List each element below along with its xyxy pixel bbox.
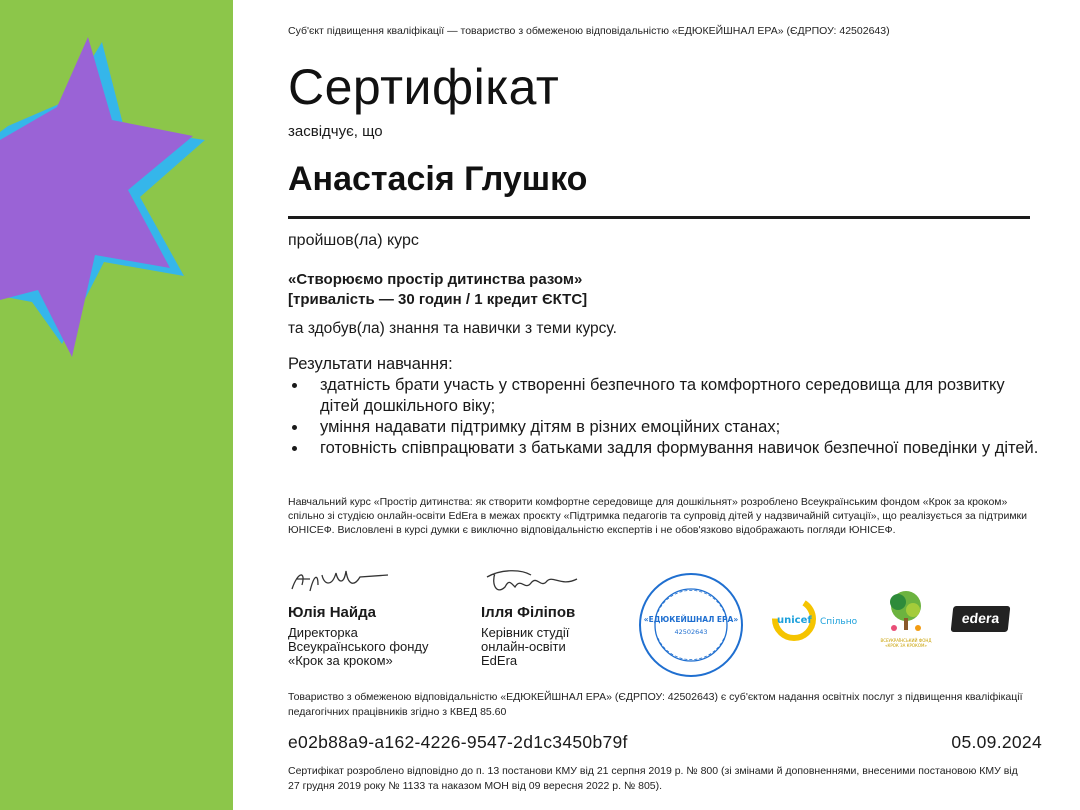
svg-text:Спільно: Спільно	[820, 617, 858, 627]
stamp-icon	[638, 572, 744, 678]
legal-text: Товариство з обмеженою відповідальністю «ЕДЮКЕЙШНАЛ ЕРА» (ЄДРПОУ: 42502643) є суб'єктом надання освітніх послуг з підвищення кваліфікації педагогічних працівників згідно з КВЕД 85.60	[288, 691, 1023, 718]
result-item: • уміння надавати підтримку дітям в різних емоційних станах;	[308, 417, 1048, 438]
issue-date: 05.09.2024	[951, 732, 1042, 752]
recipient-name: Анастасія Глушко	[288, 160, 588, 198]
unicef-logo-icon	[772, 597, 862, 641]
course-note: Навчальний курс «Простір дитинства: як створити комфортне середовище для дошкільнят» розроблено Всеукраїнським фондом «Крок за кроком» спільно зі студією онлайн-освіти EdEra в межах проєкту «Підтримка педагогів та супровід дітей у надзвичайній ситуації», що реалізується за підтримки ЮНІСЕФ. Висловлені в курсі думки є виключно відповідальністю експертів і не обов'язково відображають погляди ЮНІСЕФ.	[288, 496, 1028, 536]
svg-text:unicef: unicef	[777, 615, 812, 626]
signer-role: Директорка Всеукраїнського фонду «Крок за кроком»	[288, 625, 429, 668]
star-decoration-icon	[0, 0, 233, 400]
course-name: «Створюємо простір дитинства разом»	[288, 271, 583, 288]
results-list	[288, 375, 1048, 459]
svg-text:«ЕДЮКЕЙШНАЛ ЕРА»: «ЕДЮКЕЙШНАЛ ЕРА»	[643, 615, 739, 624]
certificate-id: e02b88a9-a162-4226-9547-2d1c3450b79f	[288, 732, 628, 752]
signature-icon	[481, 565, 591, 597]
course-block	[288, 270, 587, 310]
decorative-sidebar	[0, 0, 233, 810]
result-item: • здатність брати участь у створенні безпечного та комфортного середовища для розвитку дітей дошкільного віку;	[308, 375, 1048, 417]
edera-logo: edera	[951, 606, 1011, 632]
signature-block-naida	[288, 565, 468, 668]
gained-text: та здобув(ла) знання та навички з теми курсу.	[288, 320, 617, 337]
tree-logo-icon	[878, 588, 934, 650]
signer-role: Керівник студії онлайн-освіти EdEra	[481, 625, 570, 668]
signature-icon	[288, 565, 398, 597]
passed-course-text: пройшов(ла) курс	[288, 232, 419, 249]
svg-text:ВСЕУКРАЇНСЬКИЙ ФОНД: ВСЕУКРАЇНСЬКИЙ ФОНД	[880, 638, 932, 643]
results-heading: Результати навчання:	[288, 355, 453, 373]
course-duration: [тривалість — 30 годин / 1 кредит ЄКТС]	[288, 291, 588, 308]
issuer-line: Суб'єкт підвищення кваліфікації — товариство з обмеженою відповідальністю «ЕДЮКЕЙШНАЛ ЕРА» (ЄДРПОУ: 42502643)	[288, 25, 890, 37]
name-underline	[288, 216, 1030, 219]
learning-results	[288, 354, 1048, 459]
company-stamp	[638, 572, 744, 683]
unicef-logo	[772, 597, 862, 646]
svg-text:«КРОК ЗА КРОКОМ»: «КРОК ЗА КРОКОМ»	[885, 643, 927, 648]
signer-name: Ілля Філіпов	[481, 604, 576, 621]
footer-text: Сертифікат розроблено відповідно до п. 13 постанови КМУ від 21 серпня 2019 р. № 800 (зі змінами й доповненнями, внесеними постановою КМУ від 27 грудня 2019 року № 1133 та наказом МОН від 09 вересня 2022 р. № 805).	[288, 765, 1018, 792]
signer-name: Юлія Найда	[288, 604, 376, 621]
attests-text: засвідчує, що	[288, 123, 383, 140]
result-item: • готовність співпрацювати з батьками задля формування навичок безпечної поведінки у дітей.	[308, 438, 1048, 459]
certificate-title: Сертифікат	[288, 59, 560, 115]
step-by-step-logo	[878, 588, 934, 655]
signature-block-filipov	[481, 565, 651, 668]
svg-text:42502643: 42502643	[674, 628, 708, 636]
